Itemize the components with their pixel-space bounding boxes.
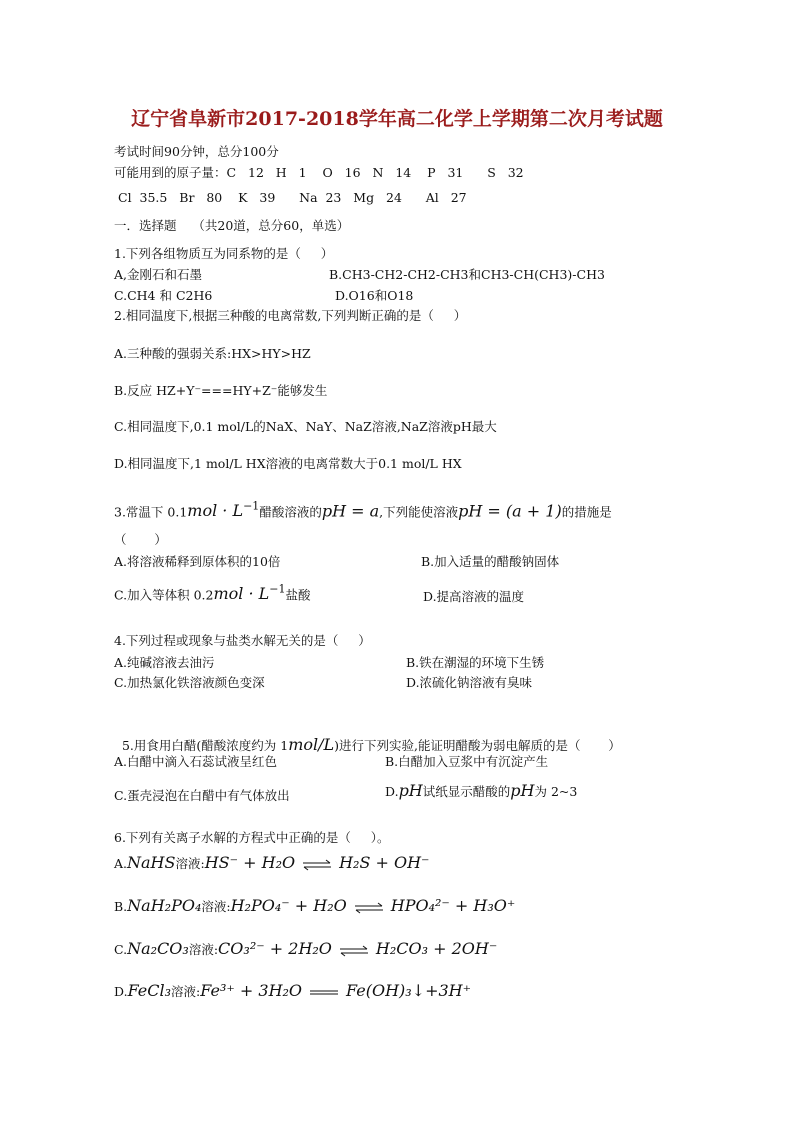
q3-stem-part-c: ,下列能使溶液	[379, 504, 459, 520]
atomic-mass-line-1: 可能用到的原子量：C 12 H 1 O 16 N 14 P 31 S 32	[114, 165, 524, 180]
section-heading: 一．选择题 （共20道，总分60，单选）	[114, 218, 350, 233]
q5-stem: 5.用食用白醋(醋酸浓度约为 1mol/L)进行下列实验,能证明醋酸为弱电解质的是（ ）	[121, 735, 621, 754]
q3-stem-part-a: 3.常温下 0.1	[114, 504, 188, 520]
q3-ph-target: pH = (a + 1)	[458, 501, 562, 521]
q1-option-b: B.CH3-CH2-CH2-CH3和CH3-CH(CH3)-CH3	[329, 267, 605, 282]
q4-stem: 4.下列过程或现象与盐类水解无关的是（ ）	[114, 633, 371, 648]
q1-option-c: C.CH4 和 C2H6	[114, 288, 213, 303]
q6-option-d: D.FeCl₃溶液:Fe³⁺ + 3H₂O Fe(OH)₃↓+3H⁺	[114, 981, 472, 1000]
q1-stem: 1.下列各组物质互为同系物的是（ ）	[114, 246, 334, 261]
q3-option-a: A.将溶液稀释到原体积的10倍	[114, 554, 281, 569]
q3-stem-part-d: 的措施是	[561, 504, 612, 520]
q3-option-b: B.加入适量的醋酸钠固体	[421, 554, 560, 569]
q2-option-d: D.相同温度下,1 mol/L HX溶液的电离常数大于0.1 mol/L HX	[114, 456, 462, 471]
q5-option-c: C.蛋壳浸泡在白醋中有气体放出	[114, 788, 290, 803]
equilibrium-arrow-icon	[339, 945, 369, 957]
q4-option-c: C.加热氯化铁溶液颜色变深	[114, 675, 265, 690]
q5-option-d: D.pH试纸显示醋酸的pH为 2~3	[385, 781, 578, 800]
atomic-mass-line-2: Cl 35.5 Br 80 K 39 Na 23 Mg 24 Al 27	[118, 190, 467, 205]
q3-option-c: C.加入等体积 $0.2mol \cdot L^{-1}$盐酸	[114, 583, 311, 604]
q1-option-a: A,金刚石和石墨	[114, 267, 203, 282]
q3-ph: pH = a	[321, 501, 380, 521]
q2-option-c: C.相同温度下,0.1 mol/L的NaX、NaY、NaZ溶液,NaZ溶液pH最大	[114, 419, 497, 434]
q3-option-d: D.提高溶液的温度	[423, 589, 525, 604]
page-title: 辽宁省阜新市2017-2018学年高二化学上学期第二次月考试题	[131, 108, 663, 130]
q6-option-c: C.Na₂CO₃溶液:CO₃²⁻ + 2H₂O H₂CO₃ + 2OH⁻	[114, 939, 498, 958]
q3-stem	[114, 500, 612, 520]
q6-option-a: A.NaHS溶液:HS⁻ + H₂O H₂S + OH⁻	[114, 853, 430, 872]
exam-time: 考试时间90分钟，总分100分	[114, 144, 279, 159]
q2-option-b: B.反应 HZ+Y⁻===HY+Z⁻能够发生	[114, 383, 328, 398]
q4-option-a: A.纯碱溶液去油污	[114, 655, 215, 670]
q6-option-b: B.NaH₂PO₄溶液:H₂PO₄⁻ + H₂O HPO₄²⁻ + H₃O⁺	[114, 896, 516, 915]
reaction-arrow-icon	[309, 987, 339, 999]
equilibrium-arrow-icon	[354, 902, 384, 914]
q3-unit: mol · $L^{-1}$	[187, 500, 260, 521]
q5-option-b: B.白醋加入豆浆中有沉淀产生	[385, 754, 549, 769]
q2-stem: 2.相同温度下,根据三种酸的电离常数,下列判断正确的是（ ）	[114, 308, 467, 323]
q5-option-a: A.白醋中滴入石蕊试液呈红色	[114, 754, 278, 769]
q3-bracket: （ ）	[114, 532, 167, 547]
q4-option-d: D.浓硫化钠溶液有臭味	[406, 675, 533, 690]
equilibrium-arrow-icon	[302, 859, 332, 871]
q5-unit: mol/L	[288, 735, 335, 754]
q2-option-a: A.三种酸的强弱关系:HX>HY>HZ	[114, 346, 311, 361]
q4-option-b: B.铁在潮湿的环境下生锈	[406, 655, 545, 670]
q3-stem-part-b: 醋酸溶液的	[259, 504, 322, 520]
q1-option-d: D.O16和O18	[335, 288, 414, 303]
q6-stem: 6.下列有关离子水解的方程式中正确的是（ ）。	[114, 830, 390, 845]
